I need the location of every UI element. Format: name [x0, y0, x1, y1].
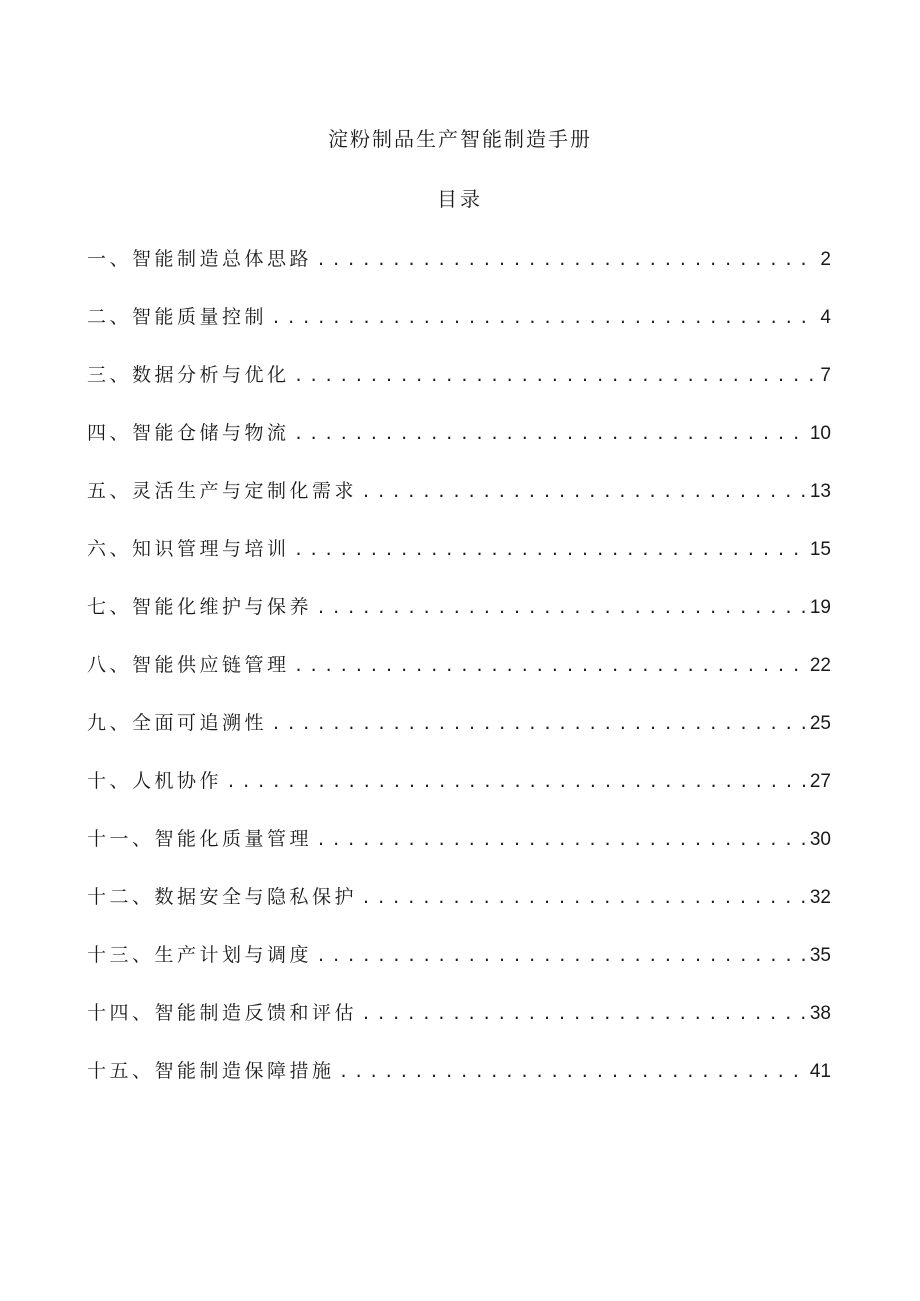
toc-entry-label: 十五、智能制造保障措施: [87, 1060, 335, 1082]
toc-page-number: 38: [809, 1003, 831, 1024]
toc-dot-leader: [296, 534, 806, 564]
table-of-contents: [87, 244, 831, 1114]
toc-dot-leader: [296, 650, 806, 680]
toc-page-number: 22: [809, 655, 831, 676]
toc-page-number: 25: [809, 713, 831, 734]
toc-dot-leader: [296, 360, 817, 390]
toc-page-number: 13: [809, 481, 831, 502]
toc-entry-label: 二、智能质量控制: [87, 306, 268, 328]
toc-entry[interactable]: [87, 650, 831, 708]
toc-dot-leader: [228, 766, 806, 796]
document-title: 淀粉制品生产智能制造手册: [328, 127, 592, 151]
toc-dot-leader: [363, 476, 806, 506]
toc-dot-leader: [296, 418, 806, 448]
toc-entry-label: 十、人机协作: [87, 770, 223, 792]
toc-entry[interactable]: [87, 244, 831, 302]
toc-dot-leader: [318, 824, 806, 854]
toc-entry[interactable]: [87, 708, 831, 766]
toc-entry[interactable]: [87, 882, 831, 940]
toc-page-number: 7: [820, 365, 831, 386]
toc-entry-label: 一、智能制造总体思路: [87, 248, 313, 270]
toc-entry[interactable]: [87, 476, 831, 534]
toc-entry[interactable]: [87, 534, 831, 592]
toc-dot-leader: [363, 998, 806, 1028]
toc-entry[interactable]: [87, 824, 831, 882]
toc-entry[interactable]: [87, 766, 831, 824]
toc-entry-label: 五、灵活生产与定制化需求: [87, 480, 358, 502]
toc-entry-label: 十三、生产计划与调度: [87, 944, 313, 966]
toc-entry[interactable]: [87, 418, 831, 476]
toc-entry-label: 三、数据分析与优化: [87, 364, 290, 386]
toc-page-number: 2: [820, 249, 831, 270]
toc-dot-leader: [341, 1056, 806, 1086]
toc-page-number: 10: [809, 423, 831, 444]
toc-page-number: 4: [820, 307, 831, 328]
toc-page-number: 32: [809, 887, 831, 908]
toc-entry-label: 九、全面可追溯性: [87, 712, 268, 734]
toc-dot-leader: [318, 244, 816, 274]
toc-dot-leader: [273, 708, 806, 738]
toc-entry[interactable]: [87, 302, 831, 360]
toc-page-number: 27: [809, 771, 831, 792]
toc-entry[interactable]: [87, 1056, 831, 1114]
toc-page-number: 19: [809, 597, 831, 618]
toc-dot-leader: [318, 940, 806, 970]
toc-page-number: 35: [809, 945, 831, 966]
toc-entry-label: 十四、智能制造反馈和评估: [87, 1002, 358, 1024]
toc-entry[interactable]: [87, 940, 831, 998]
toc-dot-leader: [273, 302, 816, 332]
toc-entry[interactable]: [87, 998, 831, 1056]
toc-entry-label: 七、智能化维护与保养: [87, 596, 313, 618]
toc-dot-leader: [318, 592, 806, 622]
toc-page-number: 15: [809, 539, 831, 560]
toc-page-number: 30: [809, 829, 831, 850]
toc-entry-label: 六、知识管理与培训: [87, 538, 290, 560]
toc-page-number: 41: [809, 1061, 831, 1082]
toc-entry[interactable]: [87, 360, 831, 418]
toc-entry-label: 八、智能供应链管理: [87, 654, 290, 676]
toc-dot-leader: [363, 882, 806, 912]
toc-heading: 目录: [437, 187, 483, 211]
toc-entry-label: 十二、数据安全与隐私保护: [87, 886, 358, 908]
toc-entry-label: 十一、智能化质量管理: [87, 828, 313, 850]
toc-entry[interactable]: [87, 592, 831, 650]
toc-entry-label: 四、智能仓储与物流: [87, 422, 290, 444]
